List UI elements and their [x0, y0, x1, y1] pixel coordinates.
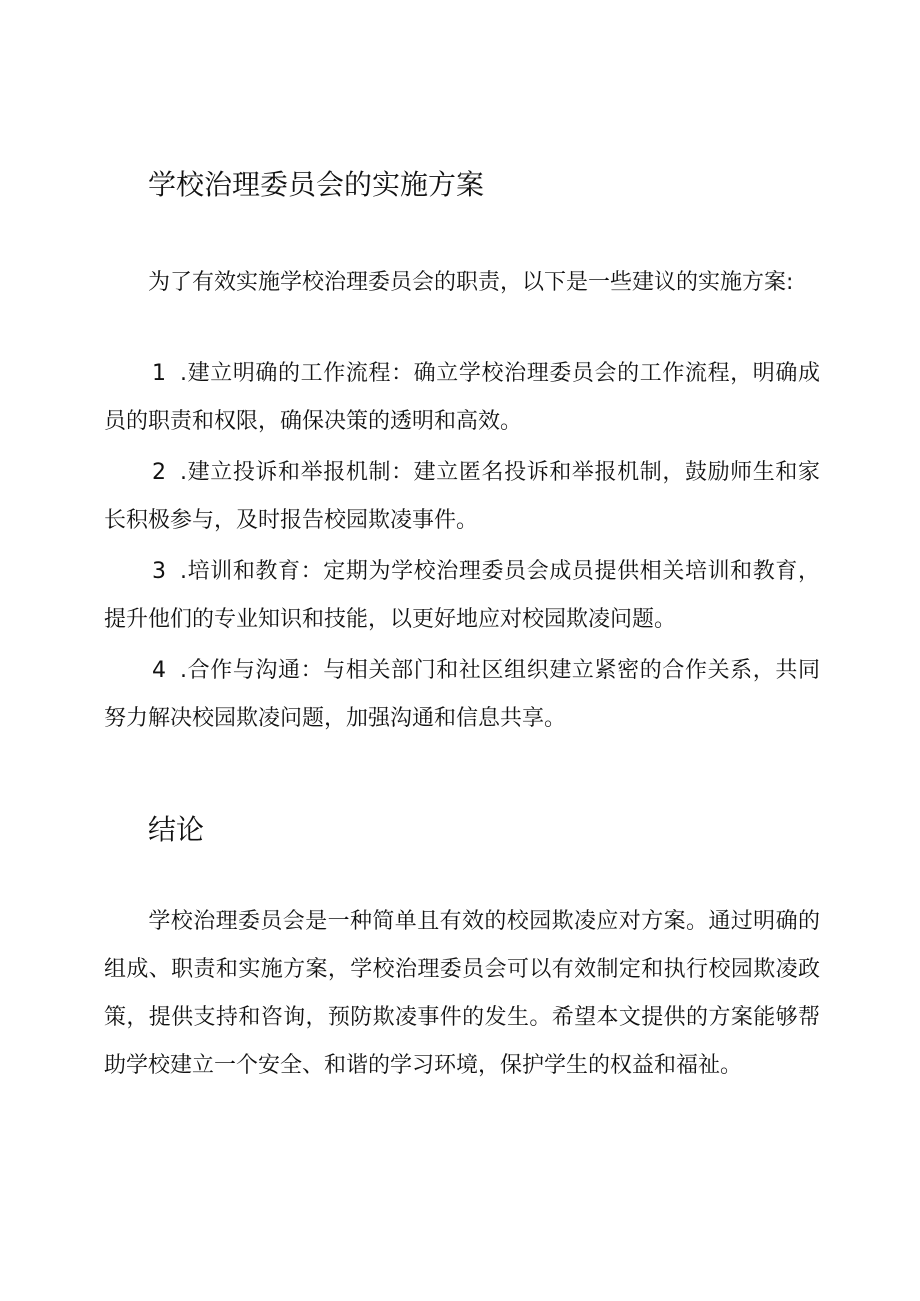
intro-paragraph — [104, 258, 820, 308]
section-heading-implementation: 学校治理委员会的实施方案 — [148, 168, 485, 201]
list-item — [104, 647, 820, 743]
list-item-number: 1 — [152, 361, 166, 386]
list-item — [104, 548, 820, 644]
list-item-number: 4 — [152, 658, 166, 683]
list-item-text: .建立明确的工作流程：确立学校治理委员会的工作流程，明确成员的职责和权限，确保决策的透明和高效。 — [104, 361, 820, 434]
list-item-number: 2 — [152, 460, 166, 485]
list-item-number: 3 — [152, 559, 166, 584]
section-heading-conclusion: 结论 — [148, 813, 205, 846]
list-item — [104, 350, 820, 446]
intro-text: 为了有效实施学校治理委员会的职责，以下是一些建议的实施方案: — [148, 270, 794, 295]
conclusion-text: 学校治理委员会是一种简单且有效的校园欺凌应对方案。通过明确的组成、职责和实施方案，学校治理委员会可以有效制定和执行校园欺凌政策，提供支持和咨询，预防欺凌事件的发生。希望本文提供的方案能够帮助学校建立一个安全、和谐的学习环境，保护学生的权益和福祉。 — [104, 909, 820, 1078]
list-item-text: .建立投诉和举报机制：建立匿名投诉和举报机制，鼓励师生和家长积极参与，及时报告校园欺凌事件。 — [104, 460, 820, 533]
conclusion-paragraph — [104, 898, 820, 1090]
list-item-text: .合作与沟通：与相关部门和社区组织建立紧密的合作关系，共同努力解决校园欺凌问题，加强沟通和信息共享。 — [104, 658, 820, 731]
list-item-text: .培训和教育：定期为学校治理委员会成员提供相关培训和教育，提升他们的专业知识和技能，以更好地应对校园欺凌问题。 — [104, 559, 820, 632]
list-item — [104, 449, 820, 545]
